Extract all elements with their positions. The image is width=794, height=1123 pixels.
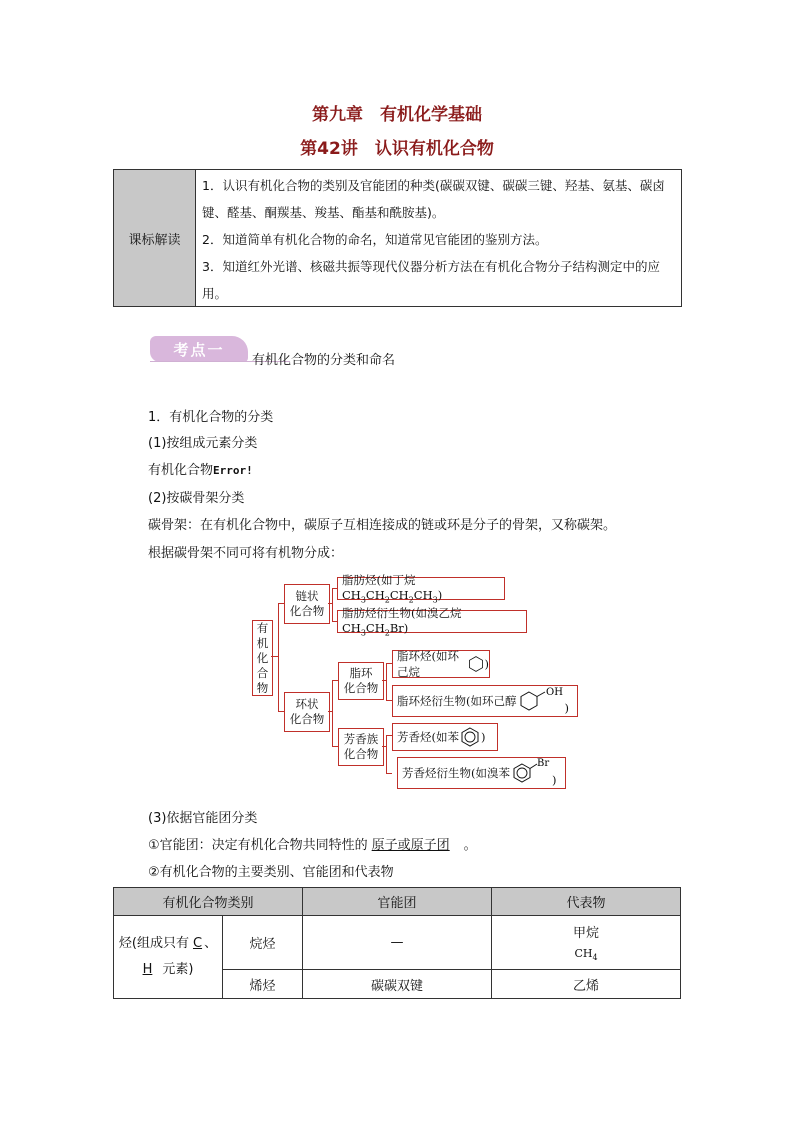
tree-ring-compound: 环状 化合物 [284, 692, 330, 732]
skeleton-intro: 根据碳骨架不同可将有机物分成： [148, 546, 344, 561]
functional-group-table-intro: ②有机化合物的主要类别、官能团和代表物 [148, 865, 394, 880]
tree-aromatic-hydrocarbon: 芳香烃(如苯 ) [392, 723, 498, 751]
connector [386, 735, 387, 773]
tree-alicyclic-compound: 脂环 化合物 [338, 662, 384, 700]
heading-by-elements: (1)按组成元素分类 [148, 436, 258, 451]
tree-aromatic-derivative: 芳香烃衍生物(如溴苯 Br ) [397, 757, 566, 789]
answer-blank: 原子或原子团 [371, 838, 450, 853]
functional-group-table [113, 887, 681, 999]
standards-items [202, 172, 678, 307]
br-label: Br [537, 758, 550, 769]
cyclohexanol-icon [517, 686, 565, 716]
standards-label: 课标解读 [114, 170, 196, 306]
connector [332, 680, 333, 746]
class-alkane: 烷烃 [223, 916, 303, 970]
tree-aromatic-compound: 芳香族 化合物 [338, 728, 384, 766]
cyclohexane-icon [467, 653, 485, 675]
tree-chain-compound: 链状 化合物 [284, 584, 330, 624]
error-text: Error! [213, 464, 253, 477]
tree-aliphatic-derivative: 脂肪烃衍生物(如溴乙烷$CH_3CH_2Br$) [337, 610, 527, 633]
error-line-prefix: 有机化合物 [148, 463, 214, 478]
section-badge: 考点一 [150, 336, 248, 362]
chapter-title: 第九章 有机化学基础 [312, 105, 482, 125]
heading-by-functional-group: (3)依据官能团分类 [148, 811, 258, 826]
header-class: 有机化合物类别 [114, 888, 303, 916]
group-alkene: 碳碳双键 [303, 970, 492, 999]
heading-by-skeleton: (2)按碳骨架分类 [148, 491, 245, 506]
tree-root: 有 机 化 合 物 [252, 620, 273, 696]
class-alkene: 烯烃 [223, 970, 303, 999]
connector [386, 773, 392, 774]
hydrocarbon-group-cell: 烃(组成只有 C 、 H 元素) [114, 916, 223, 999]
standards-item-3: 3．知道红外光谱、核磁共振等现代仪器分析方法在有机化合物分子结构测定中的应用。 [202, 259, 660, 301]
tree-alicyclic-derivative: 脂环烃衍生物(如环己醇 OH ) [392, 685, 578, 717]
lecture-title: 第42讲 认识有机化合物 [300, 139, 494, 159]
connector [278, 603, 279, 711]
connector [386, 663, 387, 700]
section-title: 有机化合物的分类和命名 [252, 353, 396, 368]
functional-group-definition: ①官能团：决定有机化合物共同特性的 原子或原子团 。 [148, 838, 477, 853]
tree-alicyclic-hydrocarbon: 脂环烃(如环己烷 ) [392, 650, 490, 678]
benzene-icon [459, 726, 481, 748]
group-alkane: — [303, 916, 492, 970]
standards-item-1: 1．认识有机化合物的类别及官能团的种类(碳碳双键、碳碳三键、羟基、氨基、碳卤键、醛基、酮羰基、羧基、酯基和酰胺基)。 [202, 178, 665, 220]
tree-aliphatic-hydrocarbon: 脂肪烃(如丁烷$CH_3CH_2CH_2CH_3$) [337, 577, 505, 600]
rep-alkane: 甲烷 $CH_4$ [492, 916, 681, 970]
connector [332, 588, 333, 621]
rep-alkene: 乙烯 [492, 970, 681, 999]
header-representative: 代表物 [492, 888, 681, 916]
oh-label: OH [545, 687, 563, 698]
bromobenzene-icon [510, 758, 552, 788]
skeleton-definition: 碳骨架：在有机化合物中，碳原子互相连接成的链或环是分子的骨架，又称碳架。 [148, 518, 617, 533]
heading-classification: 1．有机化合物的分类 [148, 410, 274, 425]
standards-table [113, 169, 682, 307]
methane-formula: $CH_4$ [574, 947, 598, 963]
standards-item-2: 2．知道简单有机化合物的命名，知道常见官能团的鉴别方法。 [202, 232, 548, 247]
error-line [148, 459, 253, 478]
header-functional-group: 官能团 [303, 888, 492, 916]
